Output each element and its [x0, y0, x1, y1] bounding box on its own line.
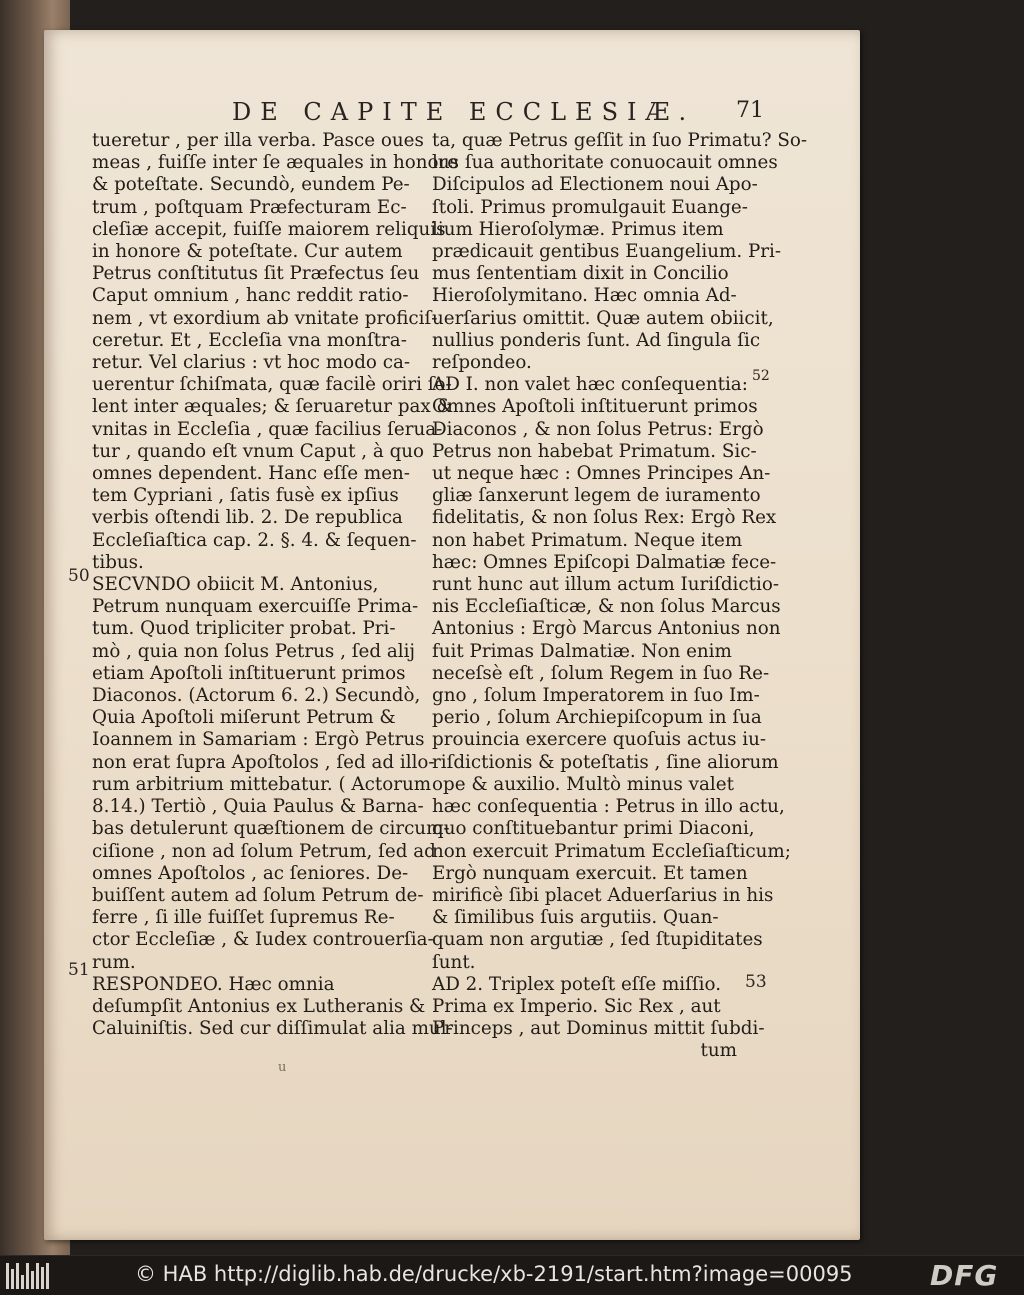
text-line: Ergò nunquam exercuit. Et tamen [432, 862, 748, 884]
text-line: tum. Quod tripliciter probat. Pri- [92, 618, 396, 640]
text-line: non habet Primatum. Neque item [432, 529, 743, 551]
text-line: runt hunc aut illum actum Iuriſdictio- [432, 574, 780, 596]
text-line: & poteſtate. Secundò, eundem Pe- [92, 174, 410, 196]
text-line: Diſcipulos ad Electionem noui Apo- [432, 174, 758, 196]
text-line: ſtoli. Primus promulgauit Euange- [432, 196, 748, 218]
running-head: DE CAPITE ECCLESIÆ. [232, 98, 696, 126]
text-line: rum. [92, 951, 136, 973]
text-line: quo conſtituebantur primi Diaconi, [432, 818, 755, 840]
text-line: AD 2. Triplex poteſt eſſe miſſio. [432, 973, 722, 995]
text-line: fuit Primas Dalmatiæ. Non enim [432, 640, 732, 662]
text-line: Hieroſolymitano. Hæc omnia Ad- [432, 285, 737, 307]
text-line: non exercuit Primatum Eccleſiaſticum; [432, 840, 791, 862]
text-line: Ioannem in Samariam : Ergò Petrus [92, 729, 425, 751]
text-line: uerſarius omittit. Quæ autem obiicit, [432, 307, 774, 329]
text-line: ctor Eccleſiæ , & Iudex controuerſia- [92, 929, 434, 951]
text-line: Diaconos , & non ſolus Petrus: Ergò [432, 418, 764, 440]
text-line: in honore & poteſtate. Cur autem [92, 241, 403, 263]
text-line: fidelitatis, & non ſolus Rex: Ergò Rex [432, 507, 777, 529]
text-line: buiſſent autem ad ſolum Petrum de- [92, 884, 424, 906]
text-line: hæc conſequentia : Petrus in illo actu, [432, 796, 785, 818]
text-line: gliæ ſanxerunt legem de iuramento [432, 485, 761, 507]
text-line: vnitas in Eccleſia , quæ facilius ſerua- [92, 418, 443, 440]
right-text-column [432, 130, 808, 1063]
text-line: lus ſua authoritate conuocauit omnes [432, 152, 778, 174]
text-line: rum arbitrium mittebatur. ( Actorum [92, 773, 432, 795]
text-line: mirificè ſibi placet Aduerſarius in his [432, 884, 774, 906]
faint-mark: u [278, 1060, 287, 1075]
text-line: neceſsè eſt , ſolum Regem in ſuo Re- [432, 662, 770, 684]
text-line: ta, quæ Petrus geſſit in ſuo Primatu? So- [432, 130, 808, 151]
text-line: perio , ſolum Archiepiſcopum in ſua [432, 707, 762, 729]
text-line: ſunt. [432, 951, 476, 973]
margin-number-50: 50 [68, 566, 90, 586]
text-line: Omnes Apoſtoli inſtituerunt primos [432, 396, 758, 418]
text-line: nem , vt exordium ab vnitate proficiſ- [92, 307, 438, 329]
page-number: 71 [736, 98, 764, 123]
text-line: Princeps , aut Dominus mittit ſubdi- [432, 1018, 765, 1040]
text-line: Prima ex Imperio. Sic Rex , aut [432, 995, 721, 1017]
catchword: tum [700, 1040, 737, 1062]
text-line: ferre , ſi ille fuiſſet ſupremus Re- [92, 907, 395, 929]
margin-number-52: 52 [752, 368, 770, 384]
text-line: riſdictionis & poteſtatis , ſine aliorum [432, 751, 779, 773]
text-line: deſumpſit Antonius ex Lutheranis & [92, 995, 426, 1017]
text-line: prædicauit gentibus Euangelium. Pri- [432, 241, 782, 263]
text-line: verbis oſtendi lib. 2. De republica [92, 507, 403, 529]
text-line: non erat ſupra Apoſtolos , ſed ad illo- [92, 751, 435, 773]
hab-logo-icon [6, 1263, 52, 1289]
text-line: retur. Vel clarius : vt hoc modo ca- [92, 352, 411, 374]
margin-number-53: 53 [745, 972, 767, 992]
text-line: uerentur ſchiſmata, quæ facilè oriri ſo- [92, 374, 452, 396]
text-line: Caput omnium , hanc reddit ratio- [92, 285, 409, 307]
text-line: Petrus conſtitutus ſit Præfectus ſeu [92, 263, 420, 285]
text-line: trum , poſtquam Præfecturam Ec- [92, 196, 407, 218]
text-line: ut neque hæc : Omnes Principes An- [432, 463, 771, 485]
text-line: AD I. non valet hæc conſequentia: [432, 374, 748, 396]
text-line: lium Hieroſolymæ. Primus item [432, 218, 724, 240]
text-line: tem Cypriani , ſatis fusè ex ipſius [92, 485, 399, 507]
text-line: Petrus non habebat Primatum. Sic- [432, 440, 757, 462]
text-line: RESPONDEO. Hæc omnia [92, 973, 335, 995]
text-line: nullius ponderis ſunt. Ad ſingula ſic [432, 329, 761, 351]
text-line: tur , quando eſt vnum Caput , à quo [92, 440, 425, 462]
text-line: prouincia exercere quoſuis actus iu- [432, 729, 767, 751]
text-line: bas detulerunt quæſtionem de circum- [92, 818, 450, 840]
text-line: meas , fuiſſe inter ſe æquales in honore [92, 152, 459, 174]
text-line: tueretur , per illa verba. Pasce oues [92, 130, 424, 151]
text-line: Petrum nunquam exercuiſſe Prima- [92, 596, 419, 618]
text-line: reſpondeo. [432, 352, 532, 374]
text-line: quam non argutiæ , ſed ſtupiditates [432, 929, 763, 951]
text-line: & ſimilibus ſuis argutiis. Quan- [432, 907, 719, 929]
copyright-url-text: © HAB http://diglib.hab.de/drucke/xb-2191/start.htm?image=00095 [135, 1262, 853, 1286]
text-line: Caluiniſtis. Sed cur diſſimulat alia mul- [92, 1018, 453, 1040]
text-line: ciſione , non ad ſolum Petrum, ſed ad [92, 840, 436, 862]
text-line: hæc: Omnes Epiſcopi Dalmatiæ fece- [432, 551, 777, 573]
text-line: Diaconos. (Actorum 6. 2.) Secundò, [92, 685, 421, 707]
text-line: Eccleſiaſtica cap. 2. §. 4. & ſequen- [92, 529, 417, 551]
text-line: ceretur. Et , Eccleſia vna monſtra- [92, 329, 407, 351]
text-line: etiam Apoſtoli inſtituerunt primos [92, 662, 406, 684]
text-line: gno , ſolum Imperatorem in ſuo Im- [432, 685, 760, 707]
text-line: ope & auxilio. Multò minus valet [432, 773, 734, 795]
text-line: SECVNDO obiicit M. Antonius, [92, 574, 379, 596]
text-line: mus ſententiam dixit in Concilio [432, 263, 729, 285]
text-line: lent inter æquales; & ſeruaretur pax & [92, 396, 453, 418]
text-line: Quia Apoſtoli miſerunt Petrum & [92, 707, 396, 729]
text-line: 8.14.) Tertiò , Quia Paulus & Barna- [92, 796, 424, 818]
text-line: omnes dependent. Hanc eſſe men- [92, 463, 410, 485]
dfg-logo: DFG [930, 1259, 999, 1292]
text-line: nis Eccleſiaſticæ, & non ſolus Marcus [432, 596, 781, 618]
text-line: tibus. [92, 551, 144, 573]
text-line: mò , quia non ſolus Petrus , ſed alij [92, 640, 416, 662]
text-line: omnes Apoſtolos , ac ſeniores. De- [92, 862, 409, 884]
text-line: Antonius : Ergò Marcus Antonius non [432, 618, 781, 640]
margin-number-51: 51 [68, 960, 90, 980]
text-line: cleſiæ accepit, fuiſſe maiorem reliquis [92, 218, 446, 240]
